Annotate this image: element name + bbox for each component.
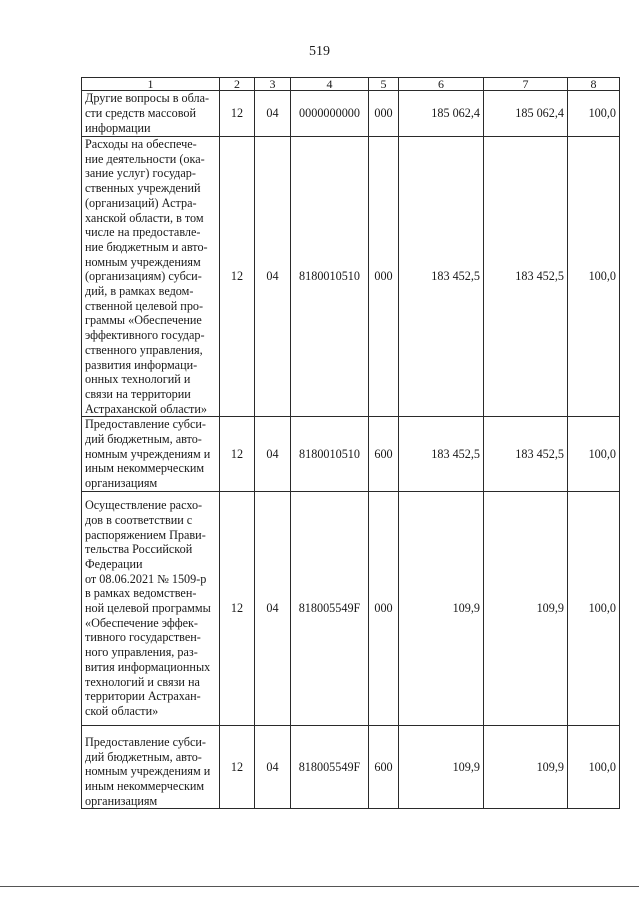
expense-type-code: 600	[369, 417, 399, 492]
description-line: Предоставление субси-	[85, 417, 206, 432]
execution-percent: 100,0	[568, 491, 620, 725]
column-header: 4	[291, 78, 369, 91]
description-line: в рамках ведомствен-	[85, 586, 197, 601]
plan-amount: 183 452,5	[399, 137, 484, 417]
section-code: 12	[220, 491, 255, 725]
column-header: 3	[255, 78, 291, 91]
page-number: 519	[309, 44, 330, 59]
table-row	[82, 137, 620, 417]
description-line: связи на территории	[85, 386, 191, 401]
target-article-code: 818005549F	[291, 725, 369, 809]
description-line: «Обеспечение эффек-	[85, 615, 198, 630]
description-line: распоряжением Прави-	[85, 527, 206, 542]
description-line: дий, в рамках ведом-	[85, 284, 194, 299]
row-description	[82, 725, 220, 809]
description-line: эффективного государ-	[85, 328, 205, 343]
plan-amount: 109,9	[399, 491, 484, 725]
row-description	[82, 137, 220, 417]
description-line: онных технологий и	[85, 372, 191, 387]
column-header: 7	[484, 78, 568, 91]
description-line: иным некоммерческим	[85, 778, 205, 793]
description-line: ной целевой программы	[85, 601, 211, 616]
description-line: вития информационных	[85, 659, 211, 674]
description-line: ственных учреждений	[85, 181, 201, 196]
description-line: иным некоммерческим	[85, 461, 205, 476]
description-line: ние бюджетным и авто-	[85, 239, 208, 254]
target-article-code: 8180010510	[291, 417, 369, 492]
expense-type-code: 000	[369, 491, 399, 725]
row-description	[82, 91, 220, 137]
plan-amount: 109,9	[399, 725, 484, 809]
section-code: 12	[220, 91, 255, 137]
section-code: 12	[220, 137, 255, 417]
description-line: ской области»	[85, 703, 159, 718]
description-line: номным учреждениям	[85, 254, 201, 269]
plan-amount: 183 452,5	[399, 417, 484, 492]
description-line: Федерации	[85, 556, 143, 571]
row-description	[82, 491, 220, 725]
description-line: территории Астрахан-	[85, 689, 201, 704]
executed-amount: 185 062,4	[484, 91, 568, 137]
table-row	[82, 417, 620, 492]
subsection-code: 04	[255, 137, 291, 417]
row-description	[82, 417, 220, 492]
page-bottom-rule	[0, 886, 639, 887]
column-header: 8	[568, 78, 620, 91]
description-line: развития информаци-	[85, 357, 198, 372]
description-line: от 08.06.2021 № 1509-р	[85, 571, 207, 586]
description-line: тивного государствен-	[85, 630, 201, 645]
description-line: Осуществление расхо-	[85, 498, 203, 513]
execution-percent: 100,0	[568, 725, 620, 809]
column-header: 1	[82, 78, 220, 91]
header-row	[82, 78, 620, 91]
description-line: организациям	[85, 793, 158, 808]
expense-type-code: 000	[369, 137, 399, 417]
target-article-code: 818005549F	[291, 491, 369, 725]
description-line: (организаций) Астра-	[85, 195, 197, 210]
plan-amount: 185 062,4	[399, 91, 484, 137]
section-code: 12	[220, 725, 255, 809]
executed-amount: 183 452,5	[484, 417, 568, 492]
section-code: 12	[220, 417, 255, 492]
description-line: номным учреждениям и	[85, 446, 211, 461]
description-line: Другие вопросы в обла-	[85, 91, 210, 106]
execution-percent: 100,0	[568, 91, 620, 137]
description-line: ного управления, раз-	[85, 645, 198, 660]
description-line: сти средств массовой	[85, 106, 197, 121]
table-row	[82, 91, 620, 137]
description-line: дий бюджетным, авто-	[85, 749, 202, 764]
description-line: граммы «Обеспечение	[85, 313, 202, 328]
column-header: 2	[220, 78, 255, 91]
expense-type-code: 000	[369, 91, 399, 137]
execution-percent: 100,0	[568, 417, 620, 492]
budget-table	[81, 77, 620, 809]
executed-amount: 109,9	[484, 491, 568, 725]
description-line: ственного управления,	[85, 342, 203, 357]
description-line: дов в соответствии с	[85, 512, 193, 527]
description-line: ние деятельности (ока-	[85, 151, 205, 166]
description-line: ханской области, в том	[85, 210, 204, 225]
description-line: дий бюджетным, авто-	[85, 432, 202, 447]
subsection-code: 04	[255, 417, 291, 492]
executed-amount: 109,9	[484, 725, 568, 809]
table-row	[82, 725, 620, 809]
subsection-code: 04	[255, 725, 291, 809]
target-article-code: 0000000000	[291, 91, 369, 137]
executed-amount: 183 452,5	[484, 137, 568, 417]
description-line: тельства Российской	[85, 542, 193, 557]
table-body	[82, 91, 620, 809]
description-line: Астраханской области»	[85, 401, 207, 416]
description-line: ственной целевой про-	[85, 298, 204, 313]
description-line: (организациям) субси-	[85, 269, 202, 284]
subsection-code: 04	[255, 91, 291, 137]
subsection-code: 04	[255, 491, 291, 725]
description-line: организациям	[85, 476, 158, 491]
description-line: зание услуг) государ-	[85, 166, 196, 181]
description-line: числе на предоставле-	[85, 225, 201, 240]
column-header: 6	[399, 78, 484, 91]
description-line: номным учреждениям и	[85, 764, 211, 779]
target-article-code: 8180010510	[291, 137, 369, 417]
column-header: 5	[369, 78, 399, 91]
execution-percent: 100,0	[568, 137, 620, 417]
expense-type-code: 600	[369, 725, 399, 809]
table-row	[82, 491, 620, 725]
description-line: Расходы на обеспече-	[85, 137, 197, 151]
description-line: технологий и связи на	[85, 674, 200, 689]
description-line: информации	[85, 120, 151, 135]
description-line: Предоставление субси-	[85, 734, 206, 749]
